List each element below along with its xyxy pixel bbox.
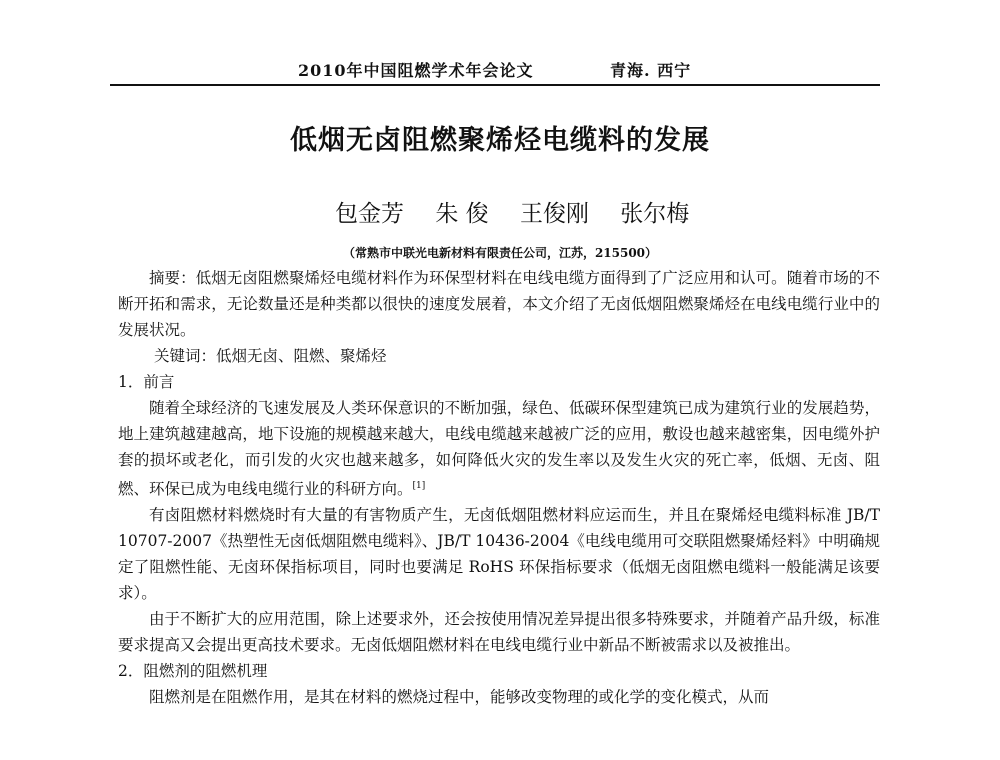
author: 朱 俊 <box>435 201 489 227</box>
paragraph <box>118 395 880 502</box>
conference-name: 2010年中国阻燃学术年会论文 <box>298 61 534 80</box>
affiliation: （常熟市中联光电新材料有限责任公司，江苏，215500） <box>342 246 658 260</box>
author: 王俊刚 <box>519 201 589 227</box>
author: 包金芳 <box>335 201 404 227</box>
paper-body <box>118 265 880 710</box>
citation-ref: [1] <box>412 481 426 491</box>
paragraph: 阻燃剂是在阻燃作用，是其在材料的燃烧过程中，能够改变物理的或化学的变化模式，从而 <box>149 688 770 707</box>
paragraph: 有卤阻燃材料燃烧时有大量的有害物质产生，无卤低烟阻燃材料应运而生，并且在聚烯烃电缆料标准 JB/T 10707-2007《热塑性无卤低烟阻燃电缆料》、JB/T 10436-2004《电线电缆用可交联阻燃聚烯烃料》中明确规定了阻燃性能、无卤环保指标项目，同时也要满足 RoHS 环保指标要求（低烟无卤阻燃电缆料一般能满足该要求）。 <box>118 506 880 603</box>
paragraph: 由于不断扩大的应用范围，除上述要求外，还会按使用情况差异提出很多特殊要求，并随着产品升级，标准要求提高又会提出更高技术要求。无卤低烟阻燃材料在电线电缆行业中新品不断被需求以及被推出。 <box>118 610 880 655</box>
paragraph-text: 随着全球经济的飞速发展及人类环保意识的不断加强，绿色、低碳环保型建筑已成为建筑行业的发展趋势，地上建筑越建越高，地下设施的规模越来越大，电线电缆越来越被广泛的应用，敷设也越来越密集，因电缆外护套的损坏或老化，而引发的火灾也越来越多，如何降低火灾的发生率以及发生火灾的死亡率，低烟、无卤、阻燃、环保已成为电线电缆行业的科研方向。 <box>118 399 880 499</box>
keywords: 关键词：低烟无卤、阻燃、聚烯烃 <box>154 347 387 365</box>
paper-title: 低烟无卤阻燃聚烯烃电缆料的发展 <box>290 125 710 156</box>
section-heading: 1．前言 <box>118 373 175 391</box>
author: 张尔梅 <box>620 201 690 227</box>
abstract: 摘要：低烟无卤阻燃聚烯烃电缆材料作为环保型材料在电线电缆方面得到了广泛应用和认可。随着市场的不断开拓和需求，无论数量还是种类都以很快的速度发展着，本文介绍了无卤低烟阻燃聚烯烃在电线电缆行业中的发展状况。 <box>118 269 880 339</box>
conference-location: 青海. 西宁 <box>610 61 692 80</box>
author-list <box>335 195 713 228</box>
header-rule <box>110 84 880 86</box>
running-header <box>110 58 880 84</box>
section-heading: 2．阻燃剂的阻燃机理 <box>118 662 268 681</box>
